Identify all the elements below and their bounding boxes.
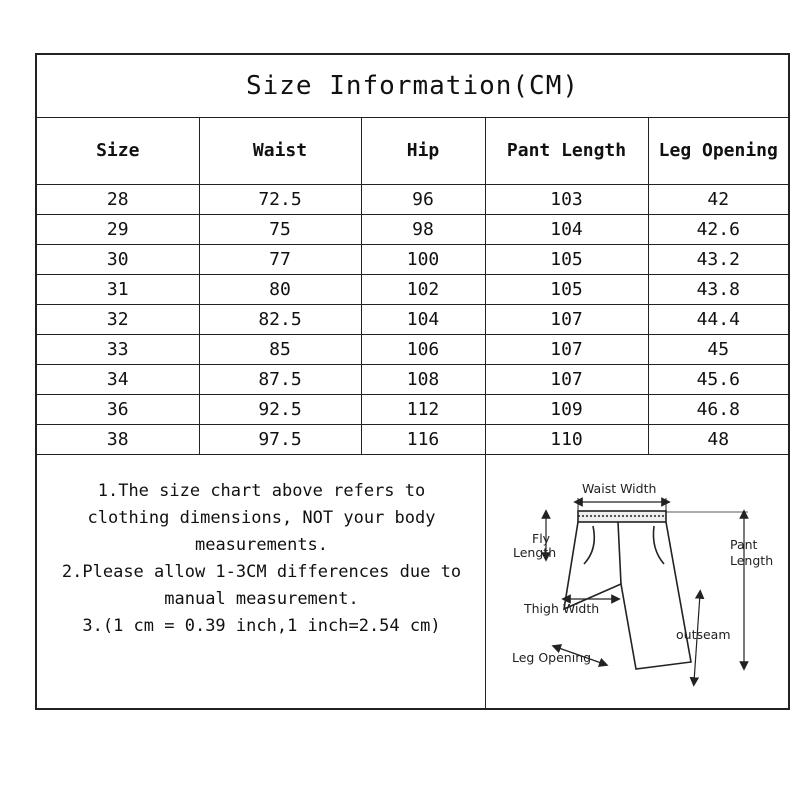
cell-leg-opening: 48 — [648, 425, 788, 455]
table-row — [37, 185, 788, 215]
cell-waist: 85 — [199, 335, 361, 365]
table-row — [37, 275, 788, 305]
cell-size: 34 — [37, 365, 199, 395]
note-1: 1.The size chart above refers to clothing dimensions, NOT your body measurements. — [87, 481, 436, 555]
cell-waist: 97.5 — [199, 425, 361, 455]
cell-pant-length: 103 — [485, 185, 648, 215]
cell-hip: 102 — [361, 275, 485, 305]
size-table — [37, 117, 788, 455]
column-header-waist: Waist — [199, 117, 361, 185]
label-waist-width: Waist Width — [582, 481, 657, 496]
cell-leg-opening: 42.6 — [648, 215, 788, 245]
cell-hip: 98 — [361, 215, 485, 245]
cell-pant-length: 105 — [485, 245, 648, 275]
cell-size: 33 — [37, 335, 199, 365]
notes-panel — [37, 454, 486, 708]
cell-waist: 77 — [199, 245, 361, 275]
cell-size: 29 — [37, 215, 199, 245]
cell-hip: 116 — [361, 425, 485, 455]
cell-waist: 92.5 — [199, 395, 361, 425]
label-outseam: outseam — [676, 627, 731, 642]
label-thigh-width: Thigh Width — [524, 601, 600, 616]
cell-size: 28 — [37, 185, 199, 215]
size-chart — [35, 53, 790, 710]
table-row — [37, 215, 788, 245]
cell-waist: 75 — [199, 215, 361, 245]
column-header-pant-length: Pant Length — [485, 117, 648, 185]
cell-leg-opening: 43.2 — [648, 245, 788, 275]
table-row — [37, 425, 788, 455]
cell-hip: 112 — [361, 395, 485, 425]
cell-waist: 72.5 — [199, 185, 361, 215]
label-fly-length-line2: Length — [513, 545, 557, 560]
cell-pant-length: 110 — [485, 425, 648, 455]
column-header-hip: Hip — [361, 117, 485, 185]
cell-size: 38 — [37, 425, 199, 455]
cell-pant-length: 107 — [485, 335, 648, 365]
cell-leg-opening: 46.8 — [648, 395, 788, 425]
cell-hip: 100 — [361, 245, 485, 275]
table-row — [37, 395, 788, 425]
cell-pant-length: 109 — [485, 395, 648, 425]
cell-size: 31 — [37, 275, 199, 305]
pants-measurement-diagram — [486, 454, 788, 708]
label-pant-length-line2: Length — [730, 553, 774, 568]
cell-size: 36 — [37, 395, 199, 425]
label-pant-length-line1: Pant — [730, 537, 758, 552]
cell-pant-length: 104 — [485, 215, 648, 245]
cell-hip: 106 — [361, 335, 485, 365]
pants-diagram-illustration — [486, 454, 788, 708]
cell-waist: 82.5 — [199, 305, 361, 335]
chart-title: Size Information(CM) — [37, 55, 788, 118]
note-2: 2.Please allow 1-3CM differences due to manual measurement. — [61, 562, 462, 609]
cell-leg-opening: 44.4 — [648, 305, 788, 335]
cell-hip: 96 — [361, 185, 485, 215]
cell-hip: 108 — [361, 365, 485, 395]
cell-size: 32 — [37, 305, 199, 335]
label-leg-opening: Leg Opening — [512, 650, 592, 665]
cell-leg-opening: 45 — [648, 335, 788, 365]
column-header-size: Size — [37, 117, 199, 185]
label-fly-length-line1: Fly — [532, 531, 551, 546]
pants-outline — [564, 511, 691, 669]
cell-pant-length: 107 — [485, 365, 648, 395]
cell-leg-opening: 45.6 — [648, 365, 788, 395]
cell-leg-opening: 42 — [648, 185, 788, 215]
table-header-row — [37, 117, 788, 185]
table-row — [37, 335, 788, 365]
cell-hip: 104 — [361, 305, 485, 335]
cell-waist: 80 — [199, 275, 361, 305]
table-row — [37, 245, 788, 275]
table-row — [37, 365, 788, 395]
column-header-leg-opening: Leg Opening — [648, 117, 788, 185]
cell-waist: 87.5 — [199, 365, 361, 395]
cell-leg-opening: 43.8 — [648, 275, 788, 305]
cell-pant-length: 107 — [485, 305, 648, 335]
table-row — [37, 305, 788, 335]
cell-pant-length: 105 — [485, 275, 648, 305]
cell-size: 30 — [37, 245, 199, 275]
note-3: 3.(1 cm = 0.39 inch,1 inch=2.54 cm) — [82, 616, 441, 636]
